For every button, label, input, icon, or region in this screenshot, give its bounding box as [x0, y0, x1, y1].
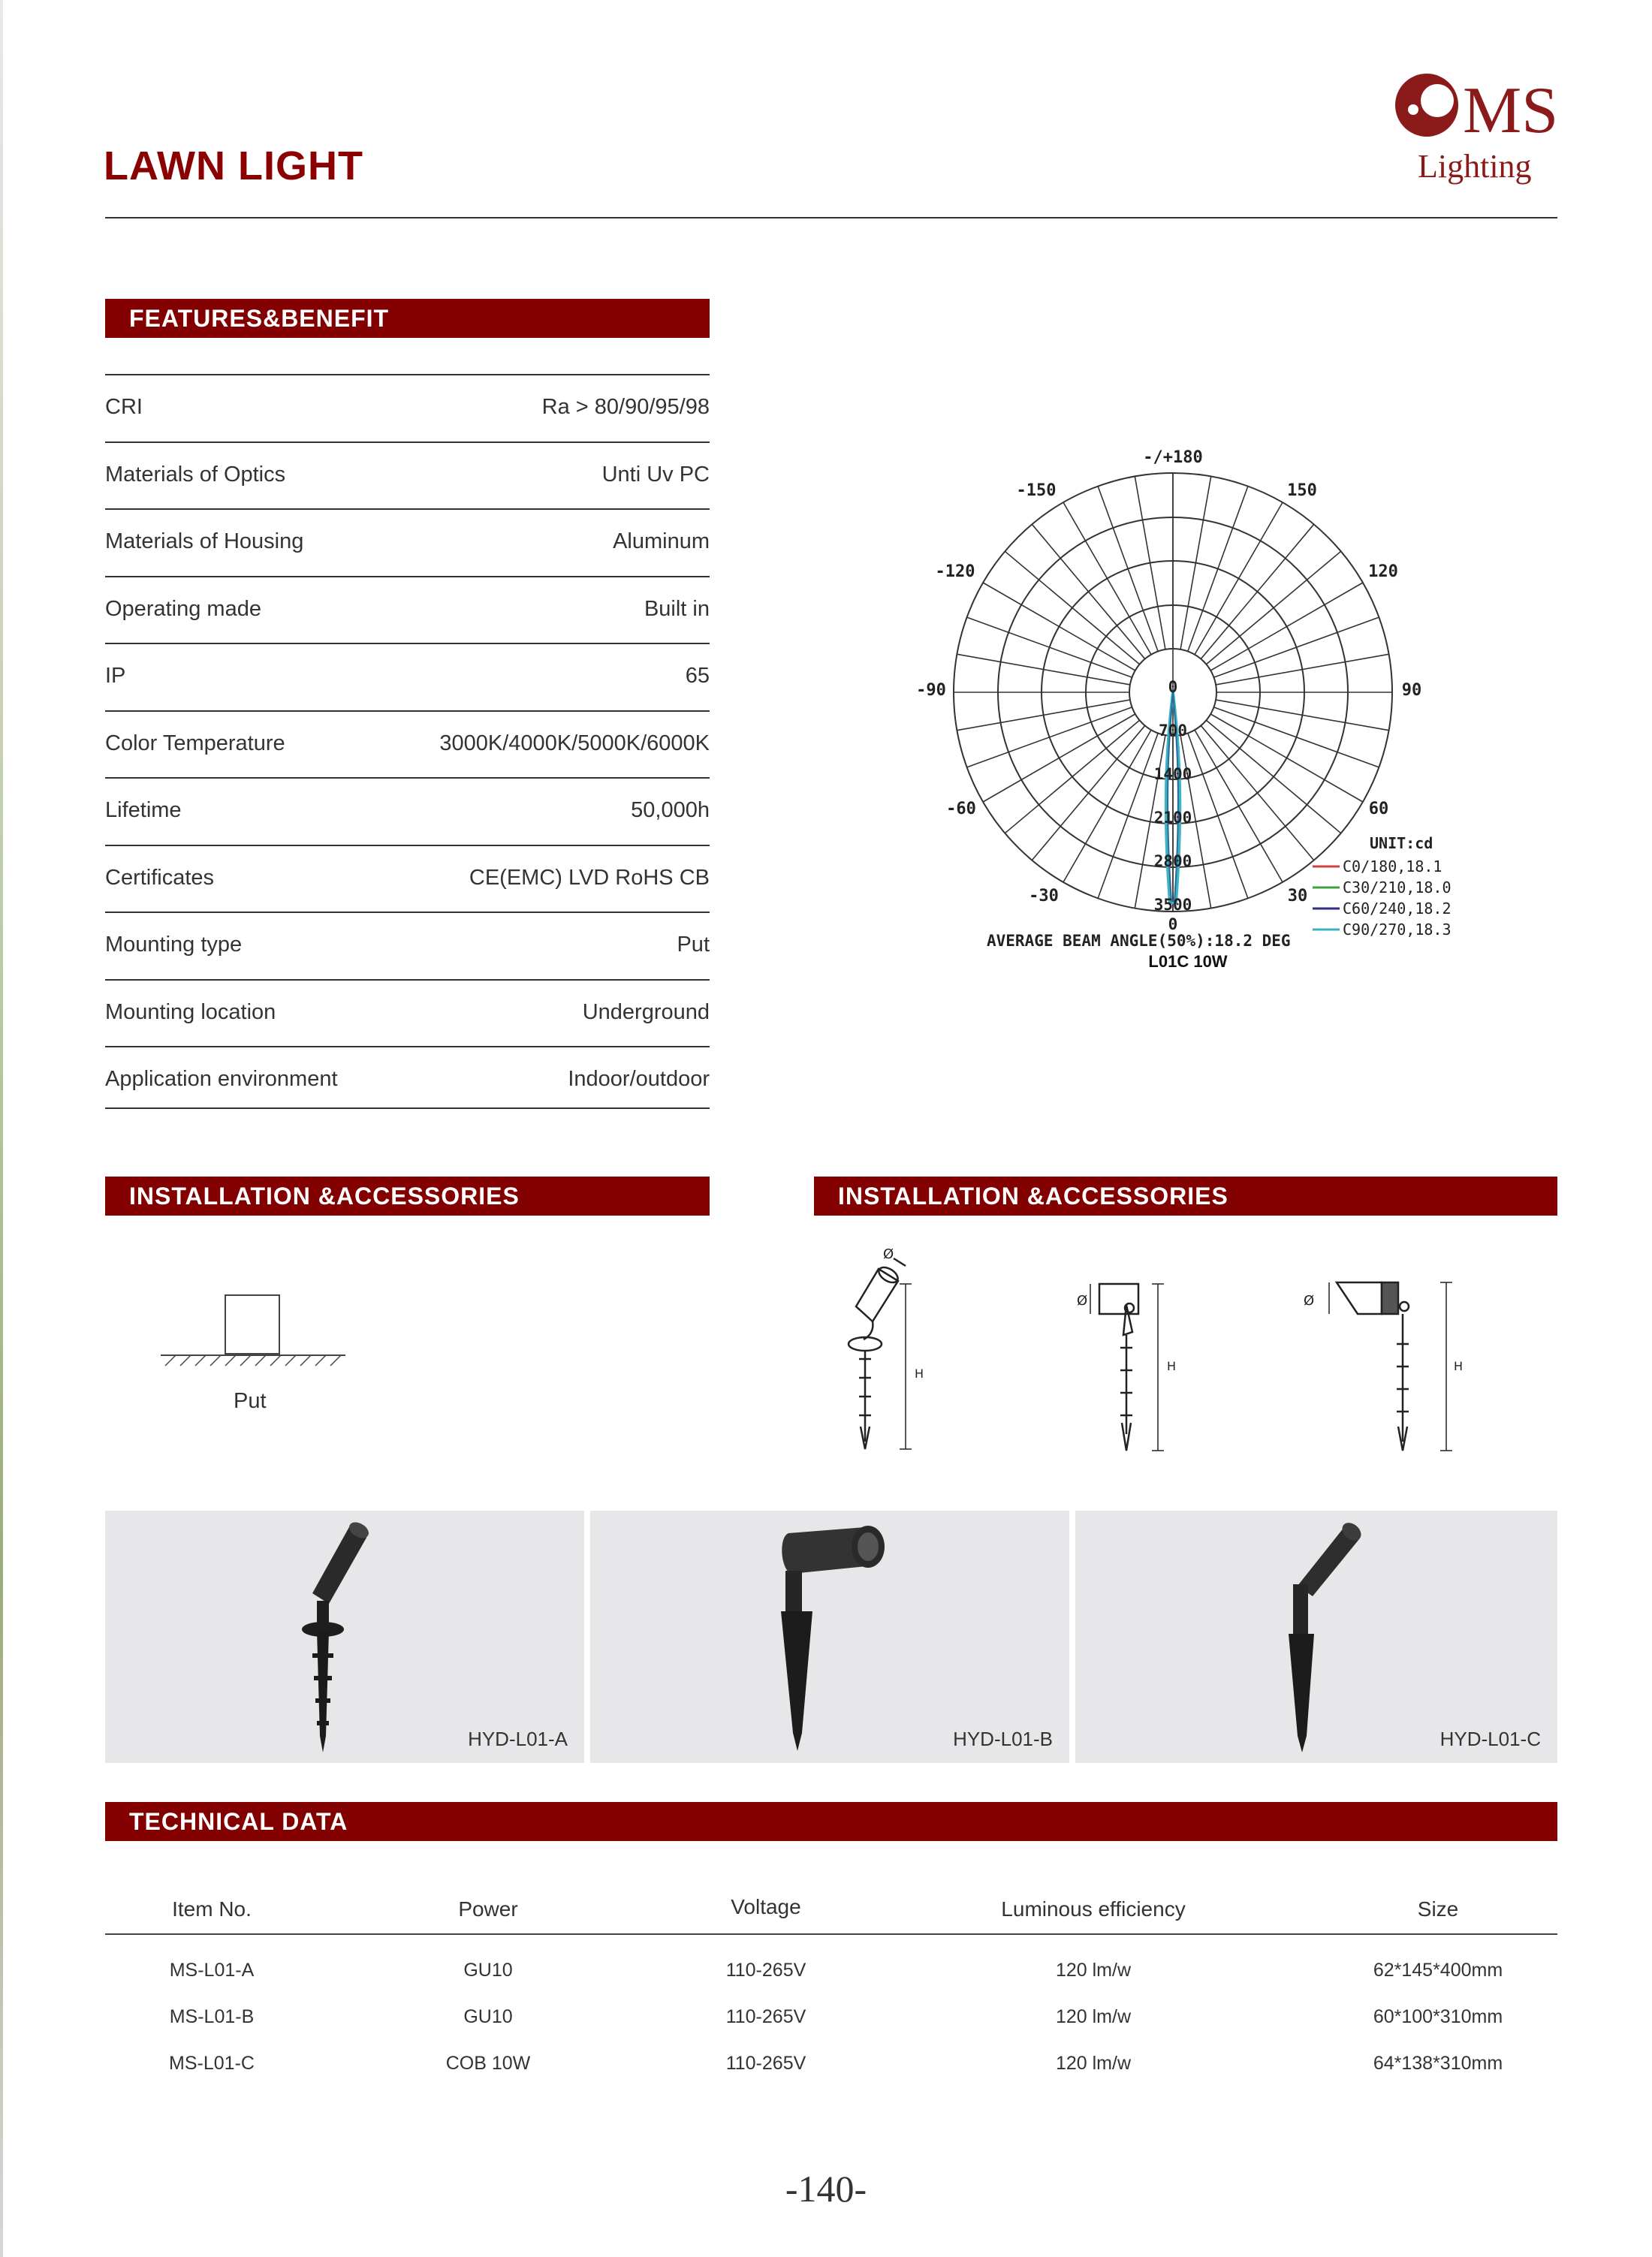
polar-spoke [1188, 734, 1248, 899]
polar-spoke [1032, 524, 1144, 658]
polar-spoke [1195, 730, 1283, 882]
feature-value: 50,000h [631, 798, 710, 822]
polar-spoke [1216, 654, 1388, 685]
product-photo-a [105, 1511, 584, 1763]
feature-row [105, 777, 710, 845]
product-photo-c [1075, 1511, 1557, 1763]
model-label: L01C 10W [1148, 952, 1228, 969]
header-divider [105, 217, 1557, 218]
installation-heading-right: INSTALLATION &ACCESSORIES [814, 1177, 1557, 1216]
technical-heading: TECHNICAL DATA [105, 1802, 1557, 1841]
polar-spoke [957, 654, 1129, 685]
table-cell: 60*100*310mm [1373, 2006, 1503, 2027]
polar-spoke [1206, 720, 1340, 833]
table-cell: 120 lm/w [1055, 1960, 1132, 1981]
product-label: HYD-L01-B [953, 1728, 1053, 1750]
legend-entry: C0/180,18.1 [1343, 857, 1442, 875]
angle-label: 30 [1287, 887, 1308, 906]
table-cell: MS-L01-A [169, 1960, 255, 1981]
product-label: HYD-L01-C [1439, 1728, 1541, 1750]
lamp-c-image [1075, 1511, 1557, 1763]
feature-value: Indoor/outdoor [568, 1067, 710, 1091]
legend-entry: C60/240,18.2 [1343, 899, 1452, 918]
angle-label: 90 [1401, 681, 1422, 700]
angle-label: -60 [946, 800, 976, 818]
table-cell: GU10 [463, 1960, 513, 1981]
table-cell: 62*145*400mm [1373, 1960, 1503, 1981]
diameter-label: Ø [883, 1246, 894, 1262]
feature-key: Color Temperature [105, 731, 285, 755]
drawing-a [849, 1258, 912, 1449]
feature-row [105, 576, 710, 643]
height-label: H [1454, 1359, 1464, 1373]
column-header: Voltage [731, 1895, 801, 1918]
feature-key: Materials of Housing [105, 529, 304, 553]
logo-letters: MS [1463, 74, 1559, 147]
table-cell: 64*138*310mm [1373, 2053, 1503, 2074]
polar-spoke [983, 714, 1135, 802]
feature-row [105, 1046, 710, 1113]
feature-row [105, 710, 710, 778]
feature-value: CE(EMC) LVD RoHS CB [469, 865, 710, 890]
table-cell: MS-L01-C [169, 2053, 255, 2074]
angle-label: 150 [1287, 481, 1317, 500]
feature-value: Aluminum [613, 529, 710, 553]
angle-label: -150 [1016, 481, 1057, 500]
radial-label: 0 [1168, 915, 1178, 933]
technical-header-rule [105, 1933, 1557, 1935]
table-cell: MS-L01-B [169, 2006, 255, 2027]
radial-label: 2800 [1153, 852, 1192, 870]
polar-spoke [1098, 487, 1158, 652]
feature-row [105, 845, 710, 912]
feature-key: Mounting location [105, 999, 276, 1024]
drawing-c [1329, 1282, 1452, 1451]
polar-spoke [1063, 730, 1151, 882]
polar-spoke [1201, 725, 1313, 860]
polar-spoke [967, 617, 1132, 677]
polar-spoke [1195, 502, 1283, 655]
angle-label: 60 [1368, 800, 1389, 818]
polar-spoke [983, 583, 1135, 670]
table-cell: 120 lm/w [1055, 2006, 1132, 2027]
side-strip [0, 0, 3, 2257]
feature-value: 3000K/4000K/5000K/6000K [439, 731, 710, 755]
unit-label: UNIT:cd [1370, 834, 1433, 852]
feature-key: Application environment [105, 1067, 338, 1091]
drawing-b [1090, 1284, 1164, 1451]
polar-diagram [901, 443, 1457, 969]
table-cell: COB 10W [445, 2053, 531, 2074]
polar-spoke [1180, 476, 1211, 649]
page-number: -140- [785, 2168, 867, 2210]
table-cell: 120 lm/w [1055, 2053, 1132, 2074]
polar-spoke [1210, 714, 1363, 802]
radial-label: 0 [1168, 678, 1178, 696]
column-header: Item No. [172, 1897, 252, 1921]
feature-value: Put [677, 933, 710, 957]
lamp-b-image [590, 1511, 1069, 1763]
feature-value: Built in [644, 596, 710, 621]
polar-spoke [1206, 551, 1340, 664]
feature-row [105, 912, 710, 979]
polar-spoke [1214, 707, 1379, 767]
page-title: LAWN LIGHT [104, 143, 363, 188]
legend-entry: C30/210,18.0 [1343, 878, 1452, 896]
installation-heading-left: INSTALLATION &ACCESSORIES [105, 1177, 710, 1216]
polar-spoke [1063, 502, 1151, 655]
feature-row [105, 508, 710, 576]
feature-value: 65 [685, 664, 710, 688]
table-cell: 110-265V [725, 2006, 806, 2027]
product-photo-b [590, 1511, 1069, 1763]
feature-value: Ra > 80/90/95/98 [541, 395, 710, 419]
dimension-drawings [811, 1239, 1532, 1457]
polar-spoke [1214, 617, 1379, 677]
polar-spoke [1188, 487, 1248, 652]
legend-entry: C90/270,18.3 [1343, 921, 1452, 939]
column-header: Luminous efficiency [1001, 1897, 1186, 1921]
feature-key: Materials of Optics [105, 462, 286, 487]
beam-angle-label: AVERAGE BEAM ANGLE(50%):18.2 DEG [987, 932, 1291, 950]
radial-label: 3500 [1153, 896, 1192, 914]
feature-row [105, 979, 710, 1047]
polar-spoke [1005, 720, 1139, 833]
feature-key: CRI [105, 395, 143, 419]
angle-label: -120 [935, 562, 975, 581]
features-heading: FEATURES&BENEFIT [105, 299, 710, 338]
feature-value: Unti Uv PC [601, 462, 710, 487]
table-cell: 110-265V [725, 2053, 806, 2074]
diameter-label: Ø [1077, 1293, 1088, 1309]
feature-row [105, 441, 710, 509]
features-bottom-rule [105, 1107, 710, 1109]
angle-label: -90 [916, 681, 946, 700]
feature-key: Mounting type [105, 933, 243, 957]
feature-key: Lifetime [105, 798, 182, 822]
feature-key: Certificates [105, 865, 215, 890]
polar-spoke [1201, 524, 1313, 658]
polar-spoke [1005, 551, 1139, 664]
feature-key: Operating made [105, 596, 261, 621]
feature-row [105, 374, 710, 441]
feature-row [105, 643, 710, 710]
diameter-label: Ø [1304, 1293, 1315, 1309]
polar-spoke [967, 707, 1132, 767]
put-label: Put [234, 1389, 267, 1413]
height-label: H [1167, 1359, 1177, 1373]
radial-label: 2100 [1153, 809, 1192, 827]
radial-label: 1400 [1153, 765, 1192, 783]
polar-spoke [1032, 725, 1144, 860]
polar-spoke [1135, 476, 1165, 649]
angle-label: -/+180 [1143, 448, 1203, 467]
polar-spoke [1216, 700, 1388, 731]
polar-spoke [1210, 583, 1363, 670]
polar-spoke [1098, 734, 1158, 899]
put-diagram [158, 1288, 353, 1370]
lamp-a-image [105, 1511, 584, 1763]
logo-text: Lighting [1418, 148, 1532, 185]
angle-label: -30 [1029, 887, 1059, 906]
polar-spoke [957, 700, 1129, 731]
angle-label: 120 [1368, 562, 1398, 581]
product-label: HYD-L01-A [468, 1728, 568, 1750]
height-label: H [915, 1367, 924, 1381]
column-header: Power [458, 1897, 518, 1921]
feature-value: Underground [582, 999, 710, 1024]
feature-key: IP [105, 664, 126, 688]
column-header: Size [1417, 1897, 1459, 1921]
table-cell: 110-265V [725, 1960, 806, 1981]
radial-label: 700 [1159, 722, 1187, 740]
table-cell: GU10 [463, 2006, 513, 2027]
